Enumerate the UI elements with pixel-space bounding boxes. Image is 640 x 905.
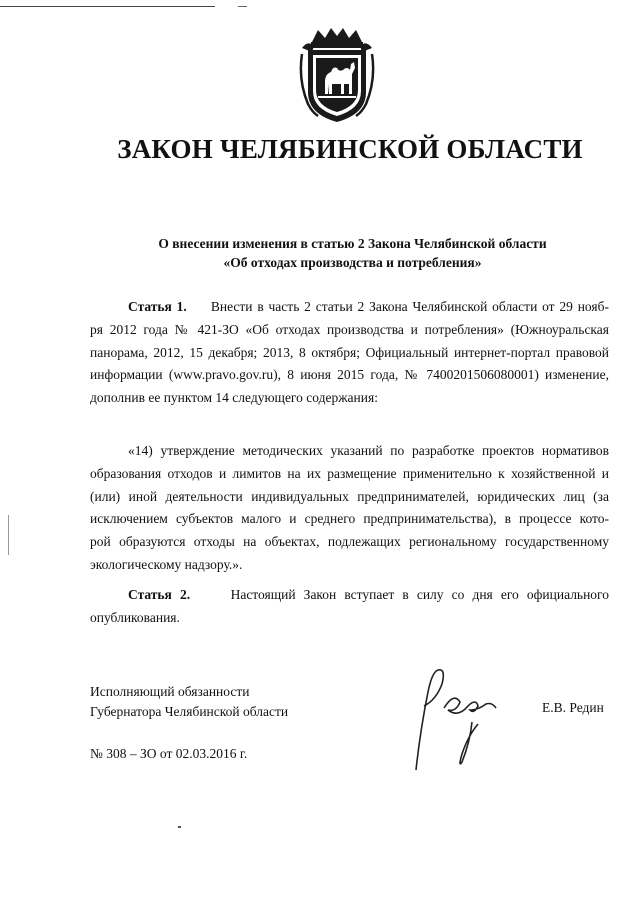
article-1-text: Внести в часть 2 статьи 2 Закона Челябинской области от 29 нояб- <box>210 299 609 314</box>
quote-line: исключением субъектов малого и среднего предпринимательства), в процессе кото- <box>90 511 609 527</box>
scan-artifact-line <box>0 6 215 7</box>
article-2-line: опубликования. <box>90 609 180 625</box>
article-1-label: Статья 1. <box>128 299 187 314</box>
scan-artifact-mark <box>8 515 9 555</box>
handwritten-signature <box>398 662 508 772</box>
quote-line: образования отходов и лимитов на их размещение применительно к хозяйственной и <box>90 465 609 481</box>
document-subtitle <box>90 234 615 272</box>
article-1-line: дополнив ее пунктом 14 следующего содержания: <box>90 390 378 406</box>
quote-line: (или) иной деятельности индивидуальных предпринимателей, юридических лиц (за <box>90 488 609 504</box>
subtitle-line: «Об отходах производства и потребления» <box>223 255 482 270</box>
article-1-line: информации (www.pravo.gov.ru), 8 июня 2015 года, № 7400201506080001) изменение, <box>90 367 609 383</box>
article-1-line: панорама, 2012, 15 декабря; 2013, 8 октября; Официальный интернет-портал правовой <box>90 344 609 360</box>
signer-position <box>90 682 288 722</box>
signer-name: Е.В. Редин <box>542 700 604 715</box>
signer-position-line: Исполняющий обязанности <box>90 684 250 699</box>
quote-first-line: «14) утверждение методических указаний по разработке проектов нормативов <box>128 443 609 458</box>
article-2-text: Настоящий Закон вступает в силу со дня его официального <box>230 587 610 602</box>
signer-position-line: Губернатора Челябинской области <box>90 704 289 719</box>
subtitle-line: О внесении изменения в статью 2 Закона Челябинской области <box>158 236 547 251</box>
article-2 <box>90 584 609 630</box>
quote-line: рой образуются отходы на объектах, подлежащих региональному государственному <box>90 534 609 550</box>
article-1-first-line <box>90 296 609 319</box>
article-1-quote <box>90 440 609 577</box>
article-2-first-line <box>90 584 609 607</box>
article-2-label: Статья 2. <box>128 587 191 602</box>
document-title: ЗАКОН ЧЕЛЯБИНСКОЙ ОБЛАСТИ <box>117 134 583 164</box>
law-number-date: № 308 – ЗО от 02.03.2016 г. <box>90 746 248 761</box>
chelyabinsk-coat-of-arms-icon <box>298 28 376 124</box>
article-1-line: ря 2012 года № 421-ЗО «Об отходах производства и потребления» (Южноуральская <box>90 321 609 337</box>
article-1 <box>90 296 609 410</box>
scan-artifact-dot <box>178 826 181 828</box>
scan-artifact-line <box>238 6 247 7</box>
quote-line: экологическому надзору.». <box>90 556 243 572</box>
